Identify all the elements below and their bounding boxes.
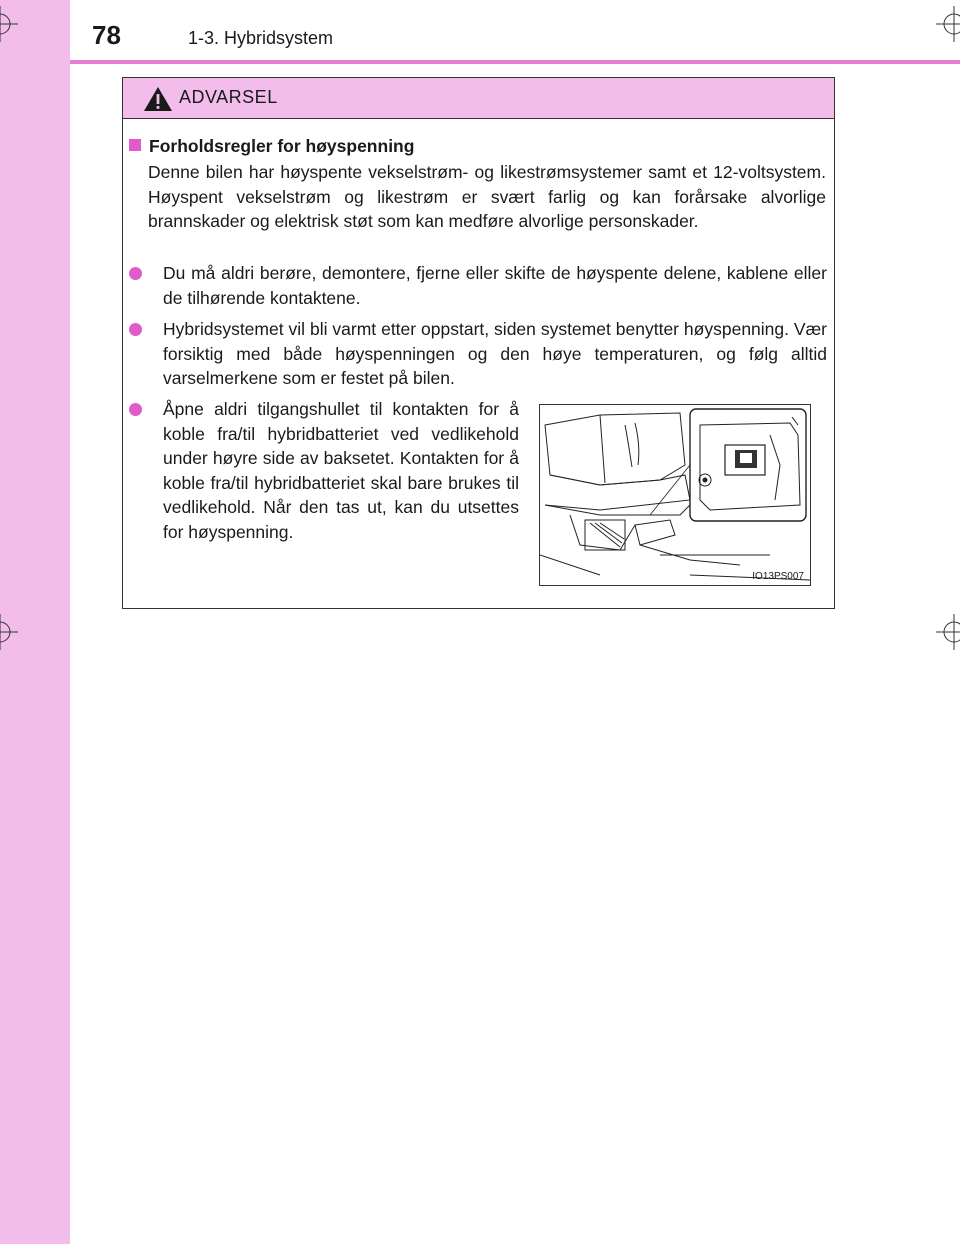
crop-mark-icon [936,614,960,650]
header-rule [70,60,960,64]
crop-mark-icon [936,6,960,42]
bullet-dot-icon [129,323,142,336]
bullet-text: Åpne aldri tilgangshullet til kontakten for å koble fra/til hybridbatteriet ved vedlikehold under høyre side av baksetet. Kontakten for å koble fra/til hybridbatteriet skal bare brukes til vedlikehold. Når den tas ut, kan du utsettes for høyspenning. [163,399,519,542]
page-number: 78 [92,20,121,50]
warning-box [122,77,835,609]
warning-title: ADVARSEL [179,87,278,107]
crop-mark-icon [0,6,18,42]
intro-paragraph: Denne bilen har høyspente vekselstrøm- og likestrømsystemer samt et 12-voltsystem. Høyspent vekselstrøm og likestrøm er svært farlig og kan forårsake alvorlige brannskader og elektrisk støt som kan medføre alvorlige personskader. [148,162,826,231]
section-heading [129,136,414,157]
bullet-dot-icon [129,267,142,280]
bullet-item [129,261,827,310]
bullet-item [129,317,827,391]
figure-code: IO13PS007 [752,571,804,582]
bullet-dot-icon [129,403,142,416]
bullet-item [129,397,519,544]
rear-seat-connector-illustration [539,404,811,586]
bullet-text: Du må aldri berøre, demontere, fjerne eller skifte de høyspente delene, kablene eller de tilhørende kontaktene. [163,263,827,308]
square-bullet-icon [129,139,141,151]
warning-header [123,78,834,119]
heading-text: Forholdsregler for høyspenning [149,136,415,156]
crop-mark-icon [0,614,18,650]
section-title: 1-3. Hybridsystem [188,28,334,48]
bullet-text: Hybridsystemet vil bli varmt etter oppstart, siden systemet benytter høyspenning. Vær forsiktig med både høyspenningen og den høye temperaturen, og følg alltid varselmerkene som er festet på bilen. [163,319,827,388]
warning-triangle-icon [143,86,173,112]
